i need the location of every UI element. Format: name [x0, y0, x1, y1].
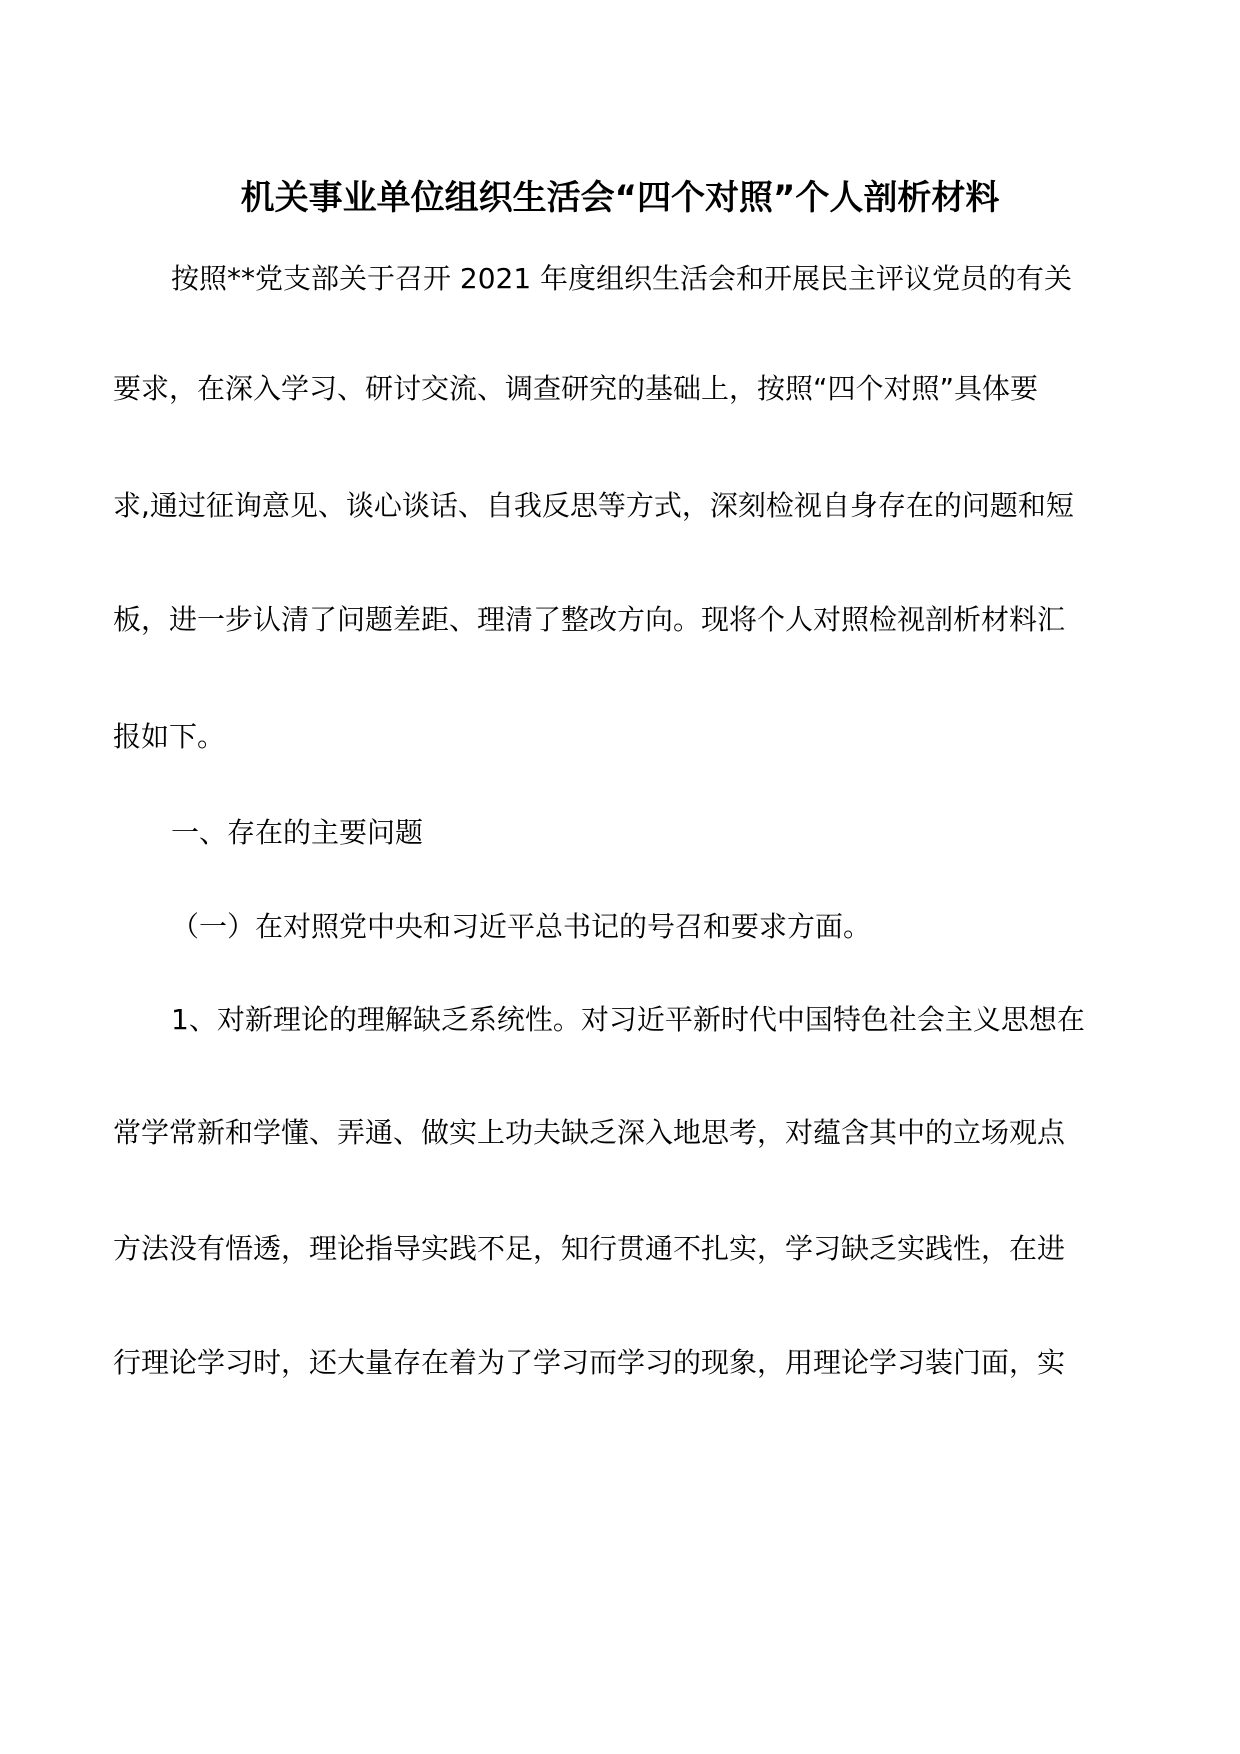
paragraph-line: 板，进一步认清了问题差距、理清了整改方向。现将个人对照检视剖析材料汇 [113, 603, 1066, 636]
paragraph-line: 按照**党支部关于召开 2021 年度组织生活会和开展民主评议党员的有关 [171, 262, 1073, 295]
paragraph-line: 要求，在深入学习、研讨交流、调查研究的基础上，按照“四个对照”具体要 [113, 372, 1039, 405]
paragraph-line: 行理论学习时，还大量存在着为了学习而学习的现象，用理论学习装门面，实 [113, 1346, 1066, 1379]
section-heading: 一、存在的主要问题 [171, 816, 424, 849]
paragraph-line: 常学常新和学懂、弄通、做实上功夫缺乏深入地思考，对蕴含其中的立场观点 [113, 1116, 1066, 1149]
subsection-heading: （一）在对照党中央和习近平总书记的号召和要求方面。 [171, 910, 872, 943]
paragraph-line: 方法没有悟透，理论指导实践不足，知行贯通不扎实，学习缺乏实践性，在进 [113, 1232, 1066, 1265]
paragraph-line: 1、对新理论的理解缺乏系统性。对习近平新时代中国特色社会主义思想在 [171, 1003, 1085, 1036]
paragraph-line: 求,通过征询意见、谈心谈话、自我反思等方式，深刻检视自身存在的问题和短 [113, 489, 1074, 522]
paragraph-line: 报如下。 [113, 720, 226, 753]
document-title: 机关事业单位组织生活会“四个对照”个人剖析材料 [240, 178, 1000, 218]
